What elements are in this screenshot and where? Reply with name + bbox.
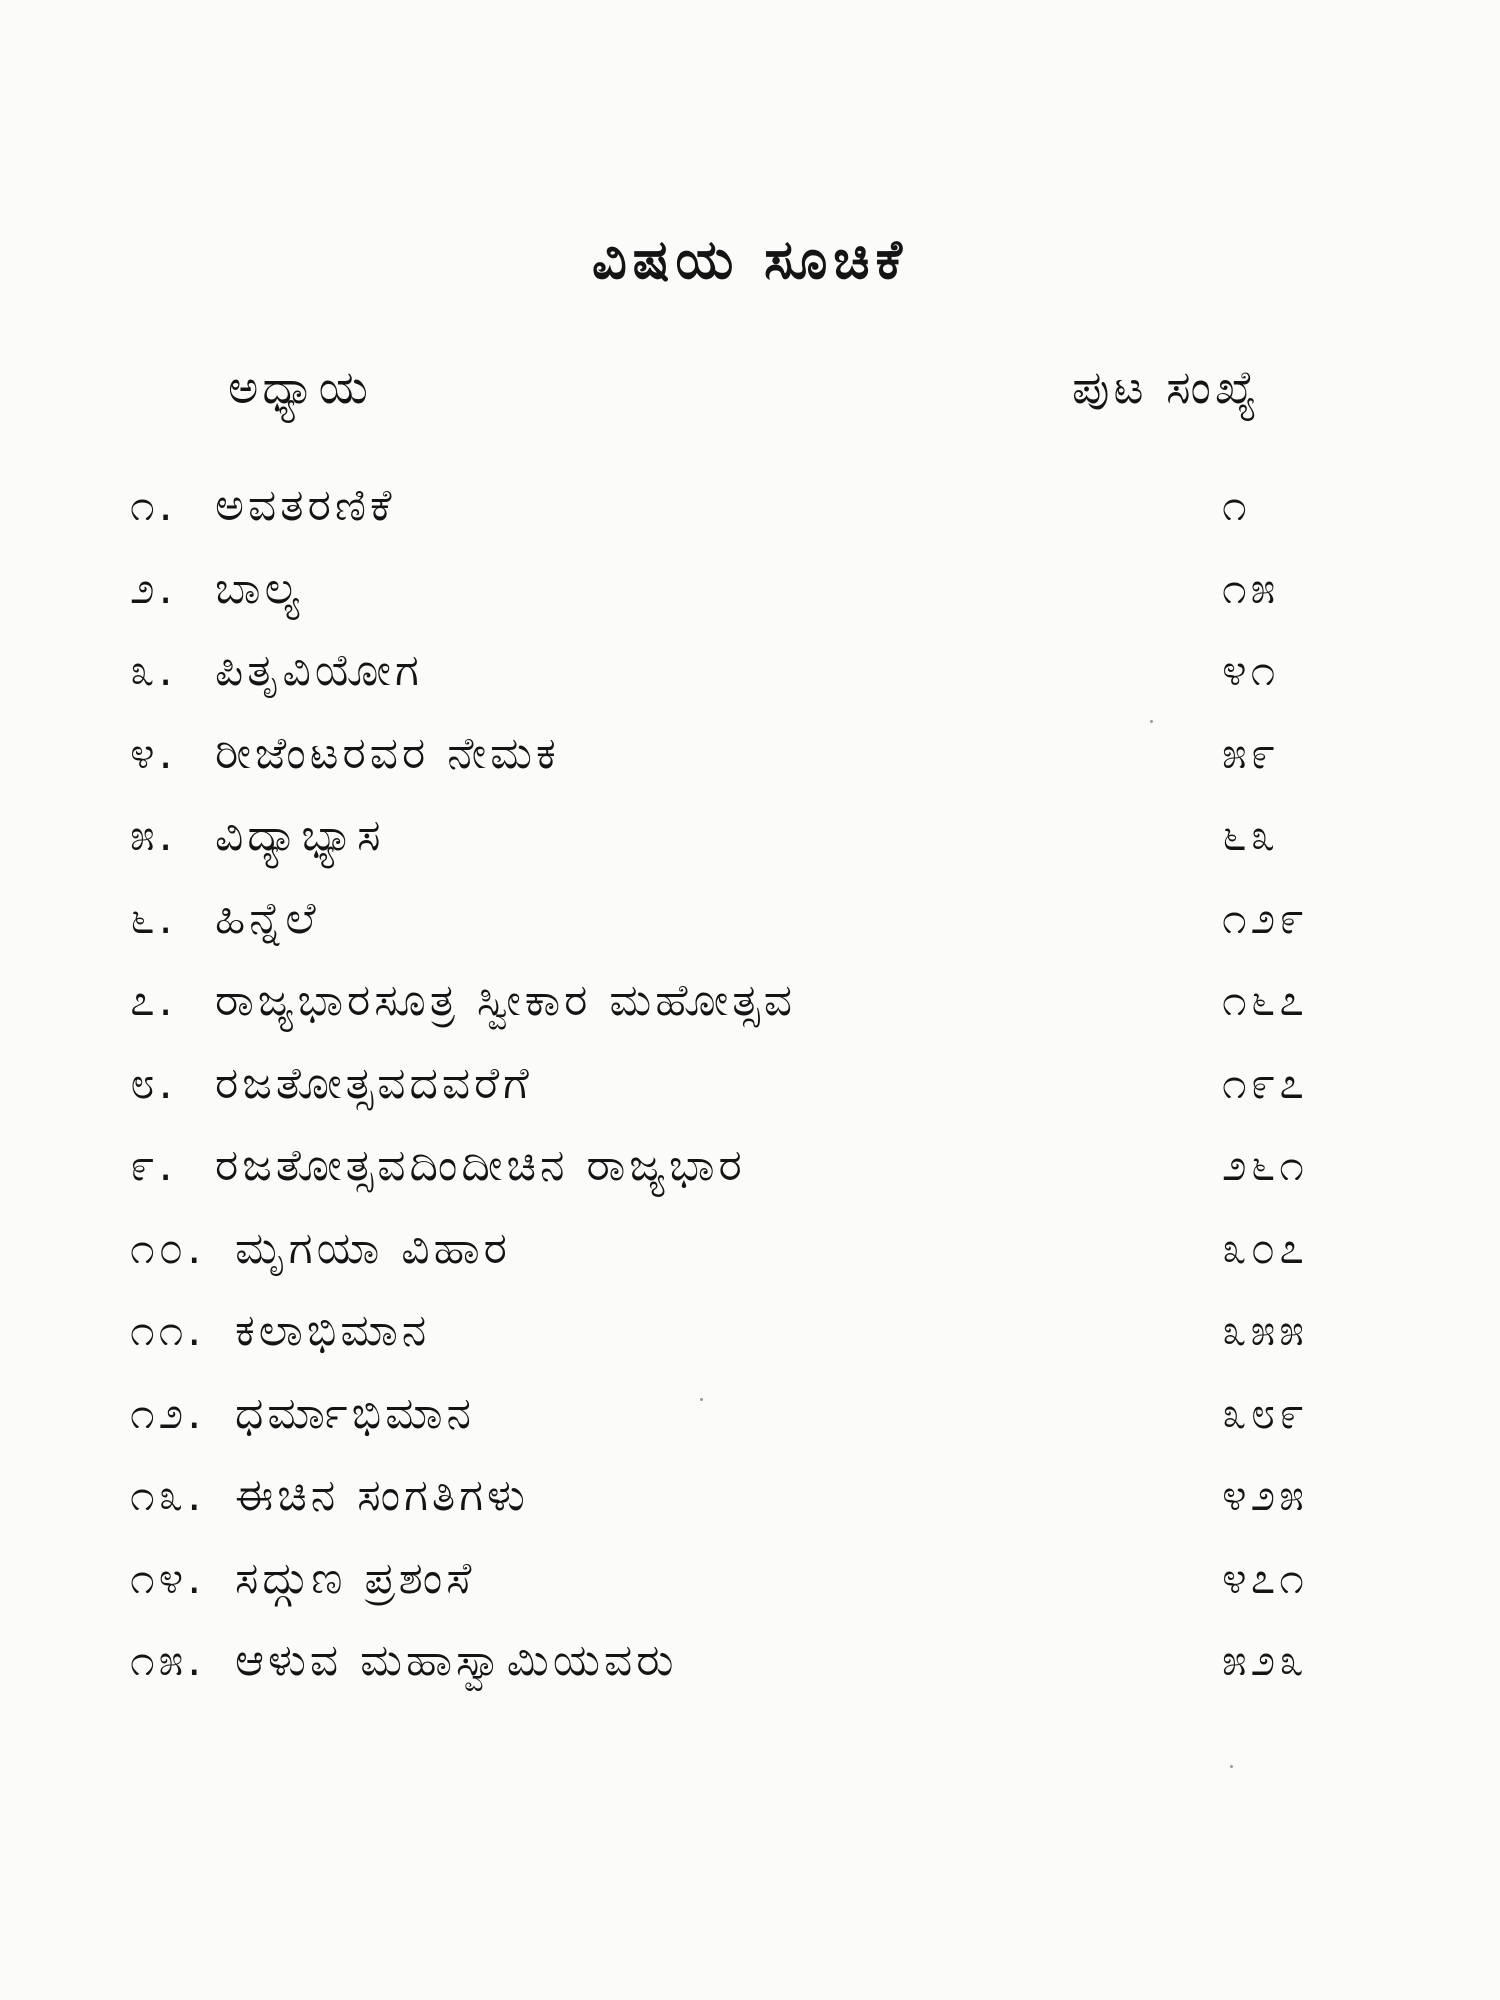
toc-entry-14 [0,1553,1500,1636]
scan-speck [700,1398,703,1401]
chapter-page-number: ೪೨೫ [1222,1470,1308,1521]
chapter-page-number: ೧೫ [1222,562,1280,614]
toc-entry-4 [0,728,1500,811]
chapter-number: ೯. [130,1140,177,1191]
toc-entry-13 [0,1470,1500,1553]
chapter-title: ಮೃಗಯಾ ವಿಹಾರ [235,1222,511,1274]
chapter-number: ೧೩. [130,1470,206,1521]
chapter-title: ರಾಜ್ಯಭಾರಸೂತ್ರ ಸ್ವೀಕಾರ ಮಹೋತ್ಸವ [215,975,797,1026]
table-of-contents [0,480,1500,1718]
chapter-page-number: ೫೨೩ [1222,1635,1308,1686]
toc-entry-1 [0,480,1500,563]
toc-entry-6 [0,893,1500,976]
chapter-title: ಕಲಾಭಿಮಾನ [235,1305,431,1356]
chapter-title: ರಜತೋತ್ಸವದಿಂದೀಚಿನ ರಾಜ್ಯಭಾರ [215,1140,746,1191]
scan-speck [1150,720,1153,723]
chapter-title: ಸದ್ಗುಣ ಪ್ರಶಂಸೆ [235,1552,476,1604]
chapter-title: ಅವತರಣಿಕೆ [215,480,396,531]
chapter-page-number: ೩೦೭ [1222,1222,1308,1274]
chapter-title: ವಿದ್ಯಾಭ್ಯಾಸ [215,810,385,861]
chapter-number: ೮. [130,1057,177,1109]
chapter-page-number: ೪೧ [1222,645,1280,696]
chapter-page-number: ೬೩ [1222,810,1280,861]
page-number-column-header: ಪುಟ ಸಂಖ್ಯೆ [1072,360,1261,414]
chapter-number: ೧೦. [130,1222,206,1274]
chapter-page-number: ೪೭೧ [1222,1552,1308,1604]
chapter-title: ಧರ್ಮಾಭಿಮಾನ [235,1387,475,1439]
chapter-page-number: ೩೫೫ [1222,1305,1308,1356]
chapter-title: ರಜತೋತ್ಸವದವರೆಗೆ [215,1057,533,1109]
toc-entry-3 [0,645,1500,728]
chapter-page-number: ೩೮೯ [1222,1387,1308,1439]
chapter-page-number: ೧೨೯ [1222,892,1308,944]
chapter-page-number: ೨೬೧ [1222,1140,1308,1191]
scan-speck [1230,1765,1233,1768]
toc-entry-2 [0,563,1500,646]
chapter-page-number: ೫೯ [1222,727,1280,779]
page-title: ವಿಷಯ ಸೂಚಿಕೆ [591,228,909,291]
toc-entry-15 [0,1635,1500,1718]
chapter-page-number: ೧೬೭ [1222,975,1308,1026]
chapter-number: ೪. [130,727,177,779]
chapter-column-header: ಅಧ್ಯಾಯ [228,360,372,414]
toc-entry-12 [0,1388,1500,1471]
chapter-number: ೫. [130,810,177,861]
chapter-title: ಆಳುವ ಮಹಾಸ್ವಾಮಿಯವರು [235,1635,678,1686]
chapter-number: ೧೧. [130,1305,206,1356]
chapter-title: ಬಾಲ್ಯ [215,562,304,614]
chapter-number: ೧. [130,480,177,531]
toc-entry-11 [0,1305,1500,1388]
chapter-page-number: ೧೯೭ [1222,1057,1308,1109]
chapter-title: ಹಿನ್ನೆಲೆ [215,892,320,944]
toc-entry-8 [0,1058,1500,1141]
chapter-number: ೨. [130,562,177,614]
chapter-number: ೭. [130,975,177,1026]
chapter-number: ೧೫. [130,1635,206,1686]
chapter-number: ೧೪. [130,1552,206,1604]
chapter-title: ಈಚಿನ ಸಂಗತಿಗಳು [235,1470,529,1521]
toc-entry-7 [0,975,1500,1058]
chapter-title: ಪಿತೃವಿಯೋಗ [215,645,423,696]
toc-entry-10 [0,1223,1500,1306]
toc-entry-9 [0,1140,1500,1223]
chapter-title: ರೀಜೆಂಟರವರ ನೇಮಕ [215,727,560,779]
chapter-page-number: ೧ [1222,480,1251,531]
chapter-number: ೬. [130,892,177,944]
chapter-number: ೩. [130,645,177,696]
chapter-number: ೧೨. [130,1387,206,1439]
toc-entry-5 [0,810,1500,893]
